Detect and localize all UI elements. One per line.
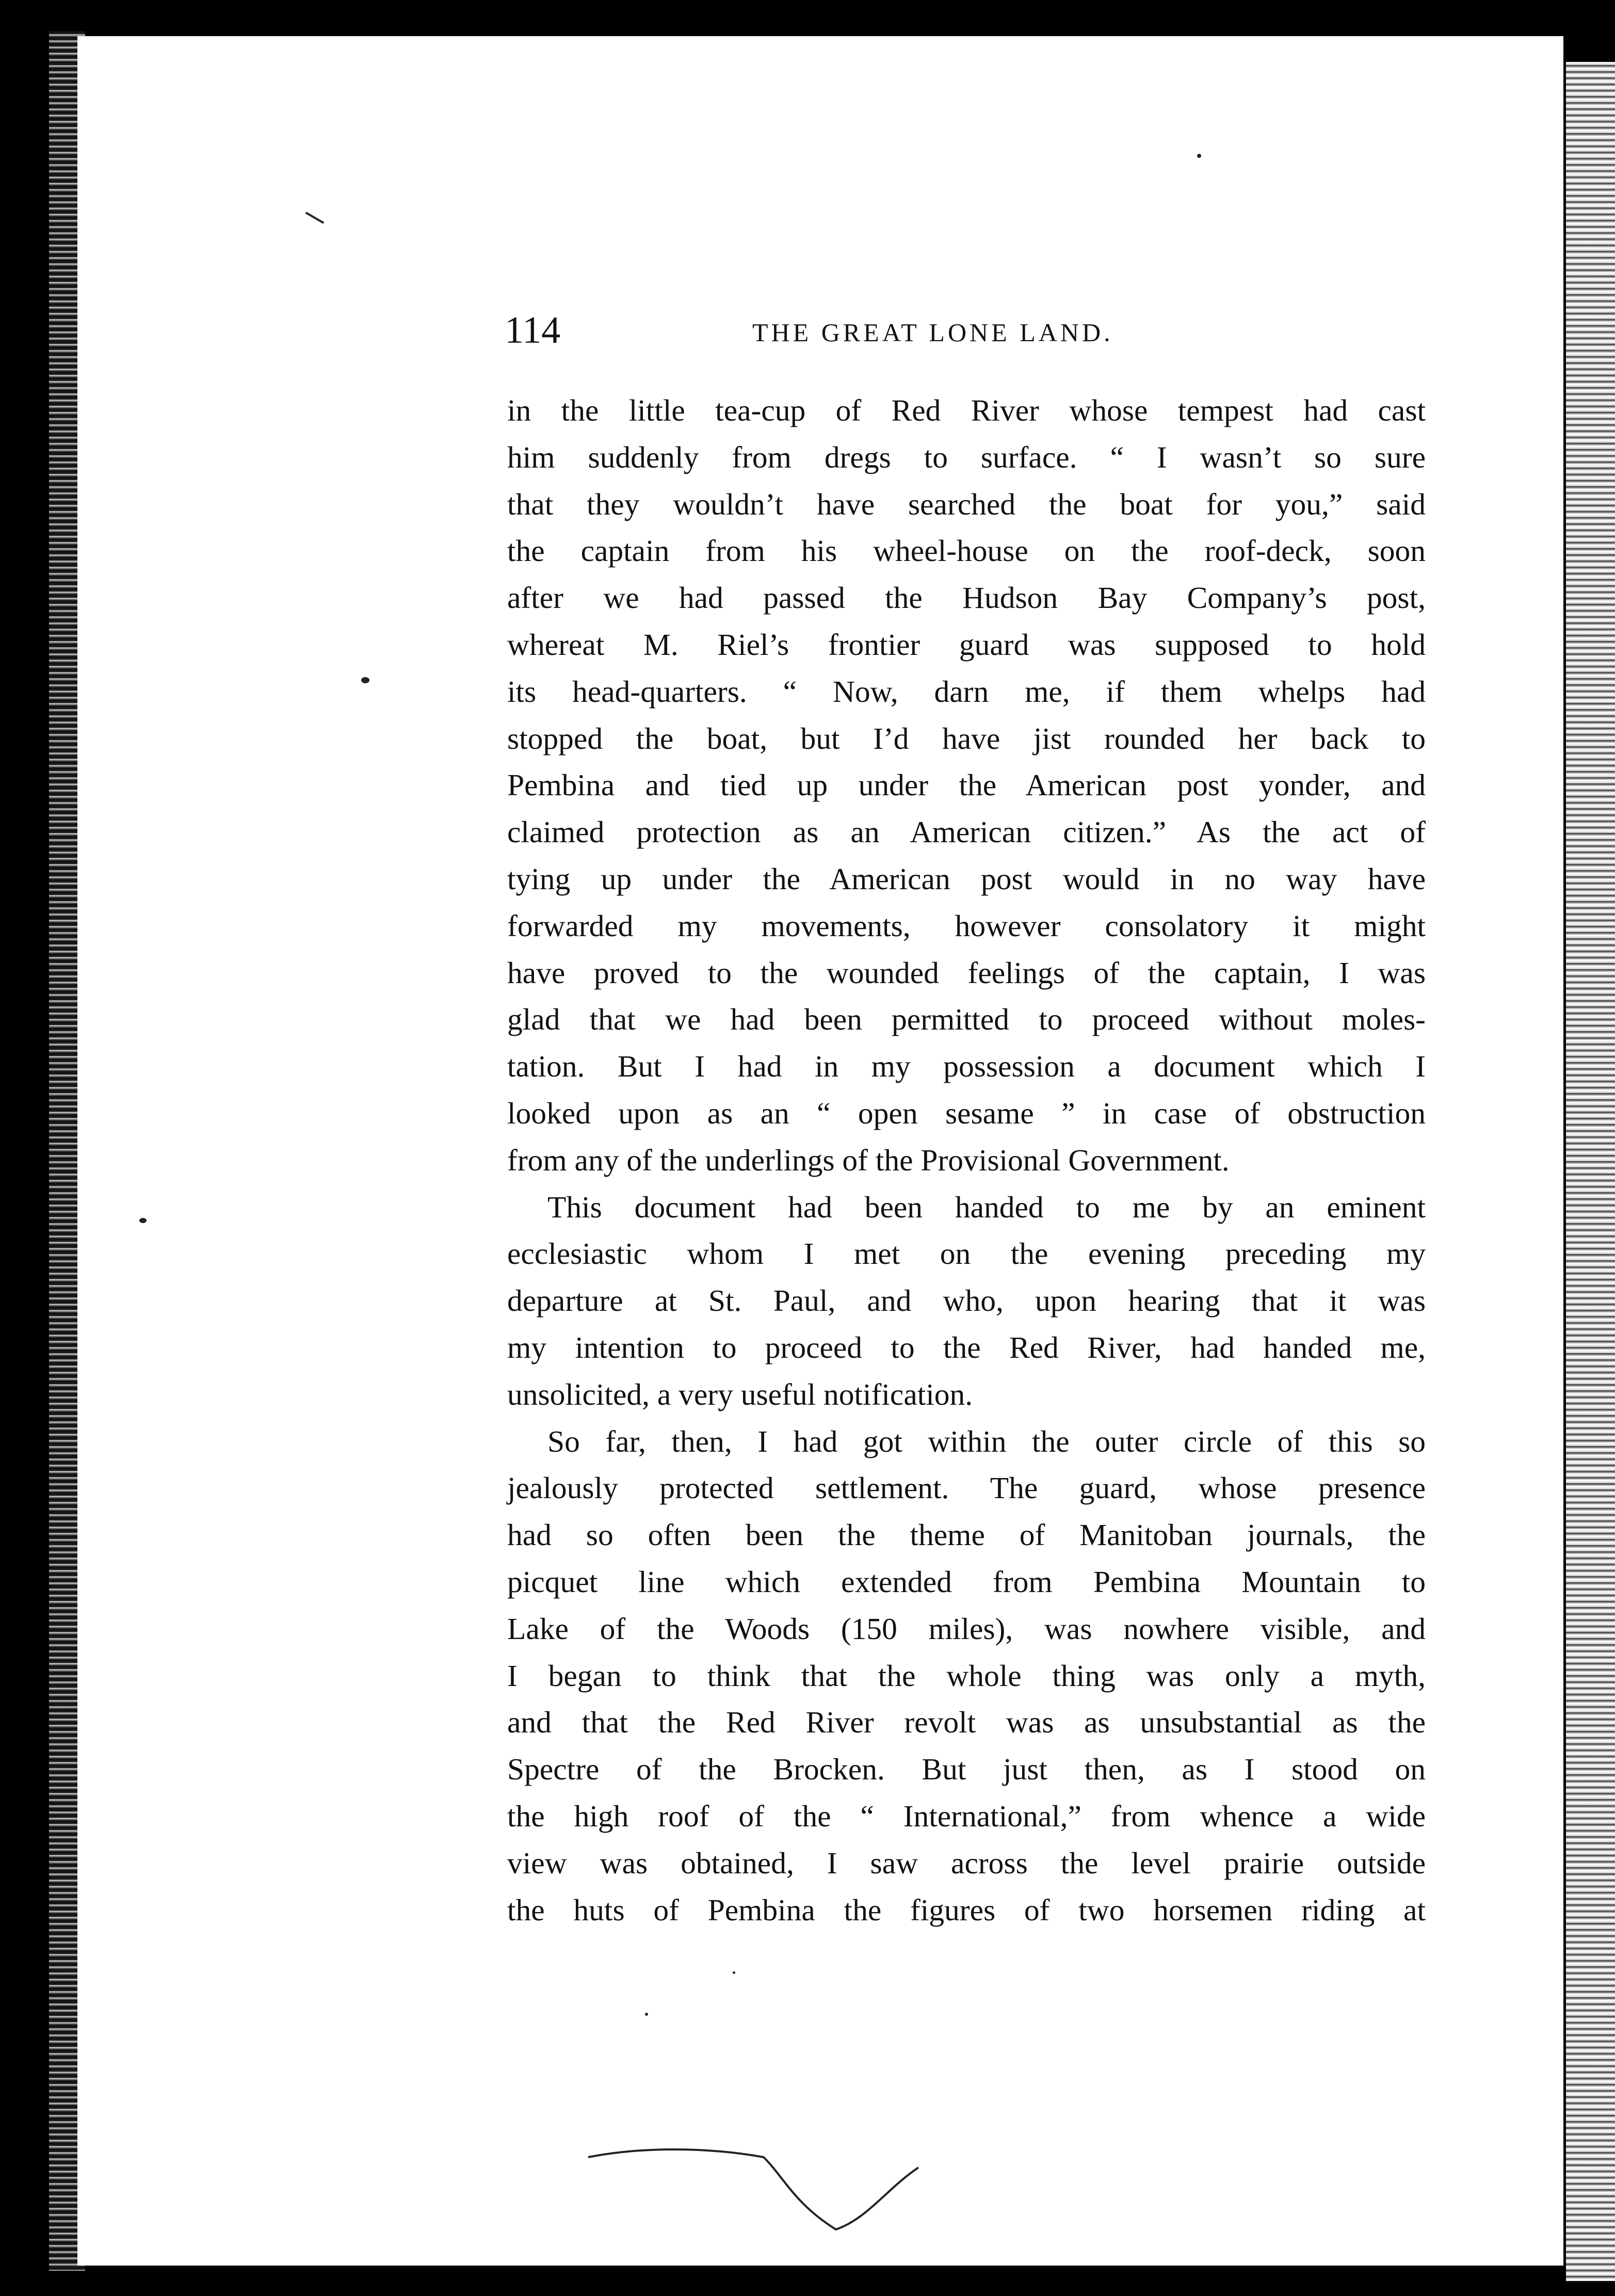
text-line: from any of the underlings of the Provisional Government.: [507, 1143, 1230, 1177]
text-line: the high roof of the “ International,” from whence a wide: [507, 1799, 1426, 1833]
text-line: stopped the boat, but I’d have jist rounded her back to: [507, 721, 1426, 756]
text-line: glad that we had been permitted to proceed without moles-: [507, 1002, 1426, 1037]
paragraph-2: [507, 1184, 1426, 1418]
running-head: THE GREAT LONE LAND.: [752, 318, 1113, 347]
text-line: tying up under the American post would in no way have: [507, 861, 1426, 896]
text-line: So far, then, I had got within the outer circle of this so: [547, 1424, 1426, 1458]
text-line: departure at St. Paul, and who, upon hearing that it was: [507, 1283, 1426, 1318]
text-line: Spectre of the Brocken. But just then, as I stood on: [507, 1752, 1426, 1787]
text-line: tation. But I had in my possession a document which I: [507, 1049, 1426, 1084]
text-line: that they wouldn’t have searched the boat for you,” said: [507, 487, 1426, 521]
text-line: ecclesiastic whom I met on the evening preceding my: [507, 1237, 1426, 1271]
text-line: I began to think that the whole thing was only a myth,: [507, 1658, 1426, 1693]
scan-speck: [733, 1971, 735, 1974]
text-line: Lake of the Woods (150 miles), was nowhere visible, and: [507, 1611, 1426, 1646]
pencil-scribble: [578, 2126, 949, 2240]
scan-speck: [139, 1218, 147, 1223]
text-line: him suddenly from dregs to surface. “ I wasn’t so sure: [507, 440, 1426, 474]
text-line: the huts of Pembina the figures of two horsemen riding at: [507, 1892, 1426, 1927]
text-line: unsolicited, a very useful notification.: [507, 1377, 973, 1411]
text-line: had so often been the theme of Manitoban journals, the: [507, 1518, 1426, 1552]
page-number: 114: [505, 309, 561, 351]
paragraph-3: [507, 1418, 1426, 1934]
text-line: and that the Red River revolt was as unsubstantial as the: [507, 1705, 1426, 1740]
text-line: view was obtained, I saw across the level prairie outside: [507, 1845, 1426, 1880]
scan-speck: [1197, 154, 1201, 158]
text-line: jealously protected settlement. The guard, whose presence: [507, 1471, 1426, 1505]
scan-speck: [645, 2013, 648, 2016]
text-line: in the little tea-cup of Red River whose tempest had cast: [507, 393, 1426, 427]
text-line: the captain from his wheel-house on the roof-deck, soon: [507, 534, 1426, 568]
text-line: have proved to the wounded feelings of the captain, I was: [507, 955, 1426, 990]
text-line: This document had been handed to me by an eminent: [547, 1190, 1426, 1224]
text-line: claimed protection as an American citizen.” As the act of: [507, 815, 1426, 849]
text-line: its head-quarters. “ Now, darn me, if them whelps had: [507, 674, 1426, 709]
text-line: Pembina and tied up under the American post yonder, and: [507, 768, 1426, 802]
text-line: looked upon as an “ open sesame ” in case of obstruction: [507, 1096, 1426, 1130]
text-line: picquet line which extended from Pembina Mountain to: [507, 1564, 1426, 1599]
page-header: [505, 304, 1444, 356]
paragraph-1: [507, 387, 1426, 1184]
page-fore-edge: [1566, 62, 1615, 2281]
scan-speck: [361, 677, 369, 683]
body-text: [507, 387, 1426, 1933]
text-line: whereat M. Riel’s frontier guard was supposed to hold: [507, 627, 1426, 662]
text-line: forwarded my movements, however consolatory it might: [507, 908, 1426, 943]
text-line: my intention to proceed to the Red River, had handed me,: [507, 1330, 1426, 1364]
text-line: after we had passed the Hudson Bay Company’s post,: [507, 581, 1426, 615]
